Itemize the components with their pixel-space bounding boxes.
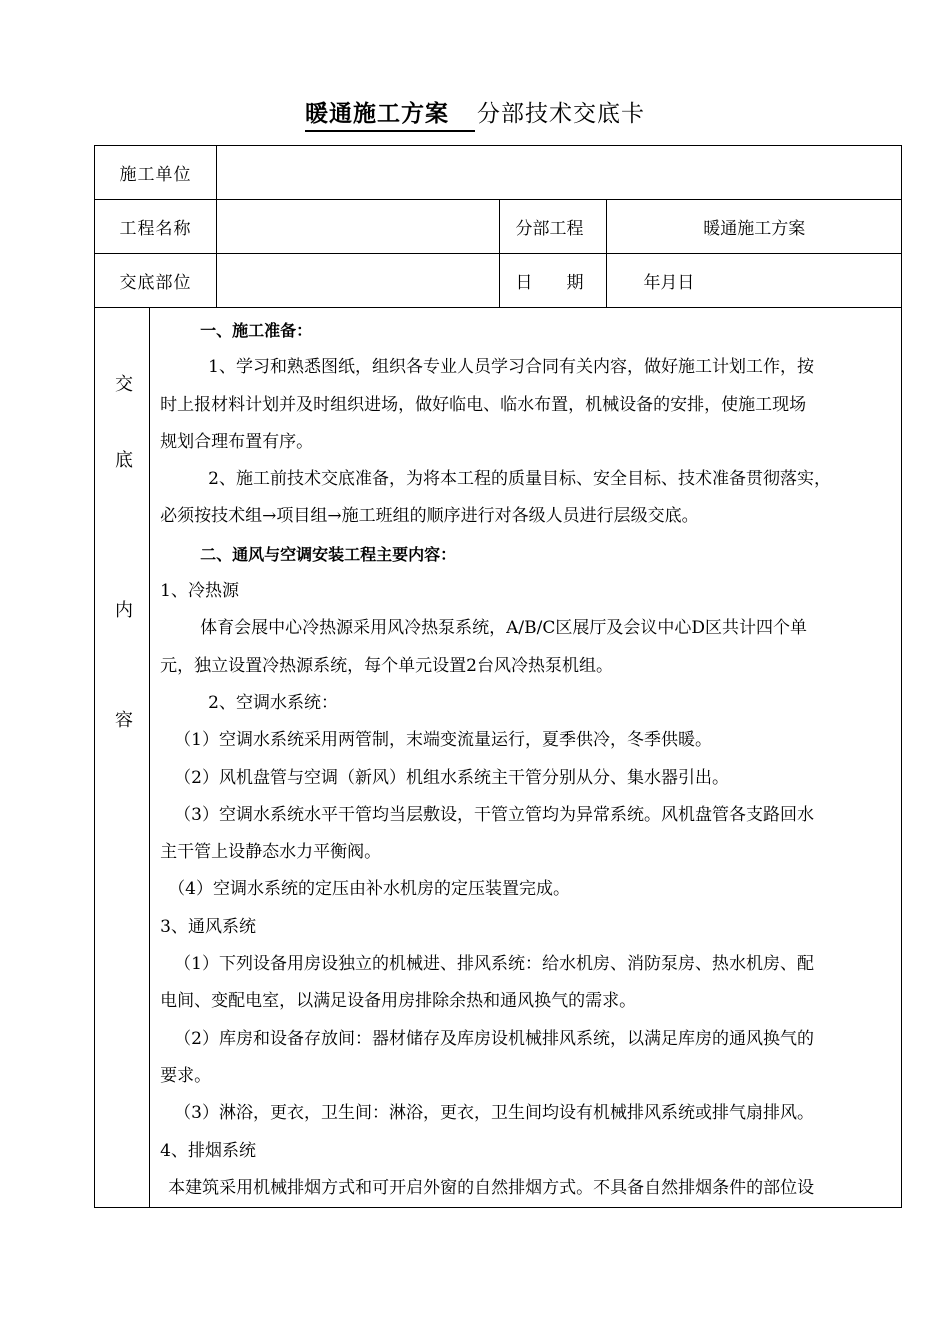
side-label-column (95, 308, 150, 1208)
date-label: 日 期 (499, 254, 607, 308)
subsection-heading: 4、排烟系统 (160, 1140, 256, 1161)
side-char: 容 (115, 710, 133, 731)
list-item: （1）下列设备用房设独立的机械进、排风系统：给水机房、消防泵房、热水机房、配 (174, 954, 814, 975)
paragraph-line: 必须按技术组→项目组→施工班组的顺序进行对各级人员进行层级交底。 (160, 506, 699, 527)
paragraph-line: 主干管上设静态水力平衡阀。 (160, 842, 382, 863)
list-item: （3）淋浴，更衣，卫生间：淋浴，更衣，卫生间均设有机械排风系统或排气扇排风。 (174, 1103, 814, 1124)
list-item: （2）库房和设备存放间：器材储存及库房设机械排风系统，以满足库房的通风换气的 (174, 1028, 814, 1049)
title-main: 暖通施工方案 (305, 95, 475, 132)
side-char: 内 (115, 600, 133, 621)
document-title (0, 95, 950, 132)
part-label: 交底部位 (95, 254, 217, 308)
project-label: 工程名称 (95, 200, 217, 254)
paragraph-line: 元，独立设置冷热源系统，每个单元设置2台风冷热泵机组。 (160, 655, 613, 676)
disclosure-card-table (94, 145, 902, 1208)
disclosure-content (150, 308, 902, 1208)
part-value (217, 254, 499, 308)
subproject-value: 暖通施工方案 (607, 200, 902, 254)
paragraph-line: 1、学习和熟悉图纸，组织各专业人员学习合同有关内容，做好施工计划工作，按 (208, 357, 814, 378)
date-value: 年月日 (607, 254, 902, 308)
list-item: （4）空调水系统的定压由补水机房的定压装置完成。 (168, 879, 570, 900)
side-char: 交 (115, 374, 133, 395)
list-item: （1）空调水系统采用两管制，末端变流量运行，夏季供冷，冬季供暖。 (174, 730, 712, 751)
paragraph-line: 规划合理布置有序。 (160, 431, 314, 452)
subsection-heading: 3、通风系统 (160, 916, 256, 937)
subsection-heading: 1、冷热源 (160, 581, 239, 602)
title-sub: 分部技术交底卡 (477, 101, 645, 127)
paragraph-line: 要求。 (160, 1065, 212, 1086)
unit-value (217, 146, 902, 200)
side-char: 底 (115, 450, 133, 471)
paragraph-line: 体育会展中心冷热源采用风冷热泵系统，A/B/C区展厅及会议中心D区共计四个单 (200, 618, 808, 639)
section-heading: 二、通风与空调安装工程主要内容： (200, 544, 457, 564)
list-item: （3）空调水系统水平干管均当层敷设，干管立管均为异常系统。风机盘管各支路回水 (174, 804, 814, 825)
subproject-label: 分部工程 (499, 200, 607, 254)
paragraph-line: 本建筑采用机械排烟方式和可开启外窗的自然排烟方式。不具备自然排烟条件的部位设 (168, 1177, 815, 1198)
paragraph-line: 电间、变配电室，以满足设备用房排除余热和通风换气的需求。 (160, 991, 637, 1012)
section-heading: 一、施工准备： (200, 321, 313, 340)
unit-label: 施工单位 (95, 146, 217, 200)
paragraph-line: 时上报材料计划并及时组织进场，做好临电、临水布置，机械设备的安排，使施工现场 (160, 394, 807, 415)
project-value (217, 200, 499, 254)
list-item: （2）风机盘管与空调（新风）机组水系统主干管分别从分、集水器引出。 (174, 767, 729, 788)
subsection-heading: 2、空调水系统： (208, 692, 338, 713)
paragraph-line: 2、施工前技术交底准备，为将本工程的质量目标、安全目标、技术准备贯彻落实， (208, 469, 831, 490)
